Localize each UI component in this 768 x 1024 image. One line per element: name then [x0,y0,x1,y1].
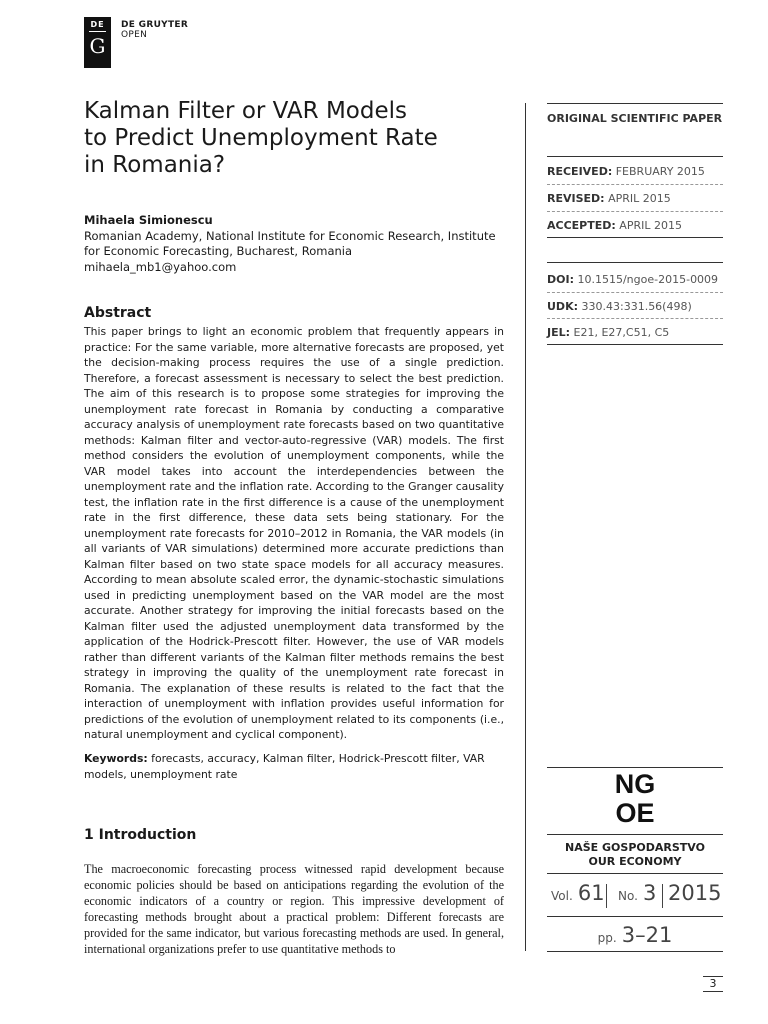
volume-divider [606,884,607,908]
pages-row [547,923,723,947]
journal-rule [547,873,723,874]
logo-divider [89,31,106,32]
journal-rule [547,834,723,835]
journal-name-line1: NAŠE GOSPODARSTVO [565,841,705,854]
volume-label: Vol. [551,889,573,903]
pages-value: 3–21 [621,923,673,947]
doi-label: DOI: [547,273,574,286]
received-value: FEBRUARY 2015 [615,165,705,178]
sidebar-rule [547,262,723,263]
sidebar-dashed-rule [547,184,723,185]
jel-row [547,326,723,339]
revised-label: REVISED: [547,192,605,205]
logo-g-letter: G [89,34,106,58]
volume-row [547,881,723,911]
sidebar-rule [547,156,723,157]
sidebar-dashed-rule [547,292,723,293]
udk-row [547,300,723,313]
paper-title [84,98,504,179]
page-number: 3 [703,976,723,992]
sidebar-dashed-rule [547,211,723,212]
author-email[interactable]: mihaela_mb1@yahoo.com [84,259,237,274]
title-line-2: to Predict Unemployment Rate [84,125,438,151]
accepted-row [547,219,723,232]
abstract-heading: Abstract [84,305,152,321]
issue-value: 3 [643,881,657,905]
author-affiliation: Romanian Academy, National Institute for Economic Research, Institute for Economic Forecasting, Bucharest, Romania [84,228,496,258]
accepted-value: APRIL 2015 [619,219,682,232]
year [668,881,721,911]
udk-label: UDK: [547,300,578,313]
abstract-text: This paper brings to light an economic problem that frequently appears in practice: For the same variable, more alternative forecasts are proposed, yet the decision-making process requires the use of a single prediction. Therefore, a forecast assessment is necessary to select the best prediction. The aim of this research is to propose some strategies for improving the unemployment rate forecast in Romania by conducting a comparative accuracy analysis of unemployment rate forecasts based on two quantitative methods: Kalman filter and vector-auto-regressive (VAR) models. The first method considers the evolution of unemployment components, while the VAR model takes into account the interdependencies between the unemployment rate and the inflation rate. According to the Granger causality test, the inflation rate in the first difference is a cause of the unemployment rate in the first difference, these data sets being stationary. For the unemployment rate forecasts for 2010–2012 in Romania, the VAR models (in all variants of VAR simulations) determined more accurate predictions than Kalman filter based on two state space models for all accuracy measures. According to mean absolute scaled error, the dynamic-stochastic simulations used in predicting unemployment based on the VAR model are the most accurate. Another strategy for improving the initial forecasts based on the Kalman filter used the adjusted unemployment data transformed by the application of the Hodrick-Prescott filter. However, the use of VAR models rather than different variants of the Kalman filter methods remains the best strategy in improving the quality of the unemployment rate forecast in Romania. The explanation of these results is related to the fact that the interaction of unemployment with inflation provides useful information for predictions of the evolution of unemployment related to its components (i.e., natural unemployment and cyclical component). [84,325,505,741]
journal-logo-line1: NG [614,769,656,799]
author-block [84,213,504,275]
keywords-label: Keywords: [84,752,148,765]
sidebar-rule [547,237,723,238]
doi-value[interactable]: 10.1515/ngoe-2015-0009 [577,273,719,286]
jel-value: E21, E27,C51, C5 [573,326,670,339]
volume [551,881,605,911]
accepted-label: ACCEPTED: [547,219,616,232]
doi-row [547,273,723,286]
udk-value: 330.43:331.56(498) [581,300,692,313]
year-value: 2015 [668,881,722,905]
pages-label: pp. [597,931,617,945]
sidebar-dashed-rule [547,318,723,319]
sidebar-rule [547,344,723,345]
journal-rule [547,916,723,917]
revised-value: APRIL 2015 [608,192,671,205]
column-divider [525,103,526,951]
issue-label: No. [618,889,638,903]
journal-logo [547,770,723,828]
received-row [547,165,723,178]
logo-de-text: DE [90,20,105,29]
journal-rule-top [547,767,723,768]
title-line-3: in Romania? [84,152,226,178]
journal-name [547,841,723,869]
paper-type: ORIGINAL SCIENTIFIC PAPER [547,112,723,125]
publisher-name-line2: OPEN [121,30,148,40]
issue-divider [662,884,663,908]
journal-rule-bottom [547,951,723,952]
revised-row [547,192,723,205]
publisher-name [121,20,188,40]
publisher-name-line1: DE GRUYTER [121,20,189,30]
introduction-text: The macroeconomic forecasting process witnessed rapid development because economic policies should be based on anticipations regarding the evolution of the economic indicators of a country or region. This impressive development of forecasting methods brought about a practical problem: Different forecasts are provided for the same indicator, but various forecasting methods are used. In general, international organizations prefer to use quantitative methods to [84,862,504,956]
jel-label: JEL: [547,326,571,339]
introduction-heading: 1 Introduction [84,827,197,843]
volume-value: 61 [577,881,605,905]
keywords-text: forecasts, accuracy, Kalman filter, Hodrick-Prescott filter, VAR models, unemployment rate [84,752,485,781]
keywords [84,751,504,783]
publisher-logo [84,17,111,68]
received-label: RECEIVED: [547,165,613,178]
author-name: Mihaela Simionescu [84,213,213,227]
journal-name-line2: OUR ECONOMY [588,855,682,868]
title-line-1: Kalman Filter or VAR Models [84,98,407,124]
issue [618,881,656,911]
journal-logo-line2: OE [615,798,655,828]
sidebar-rule-top [547,103,723,104]
